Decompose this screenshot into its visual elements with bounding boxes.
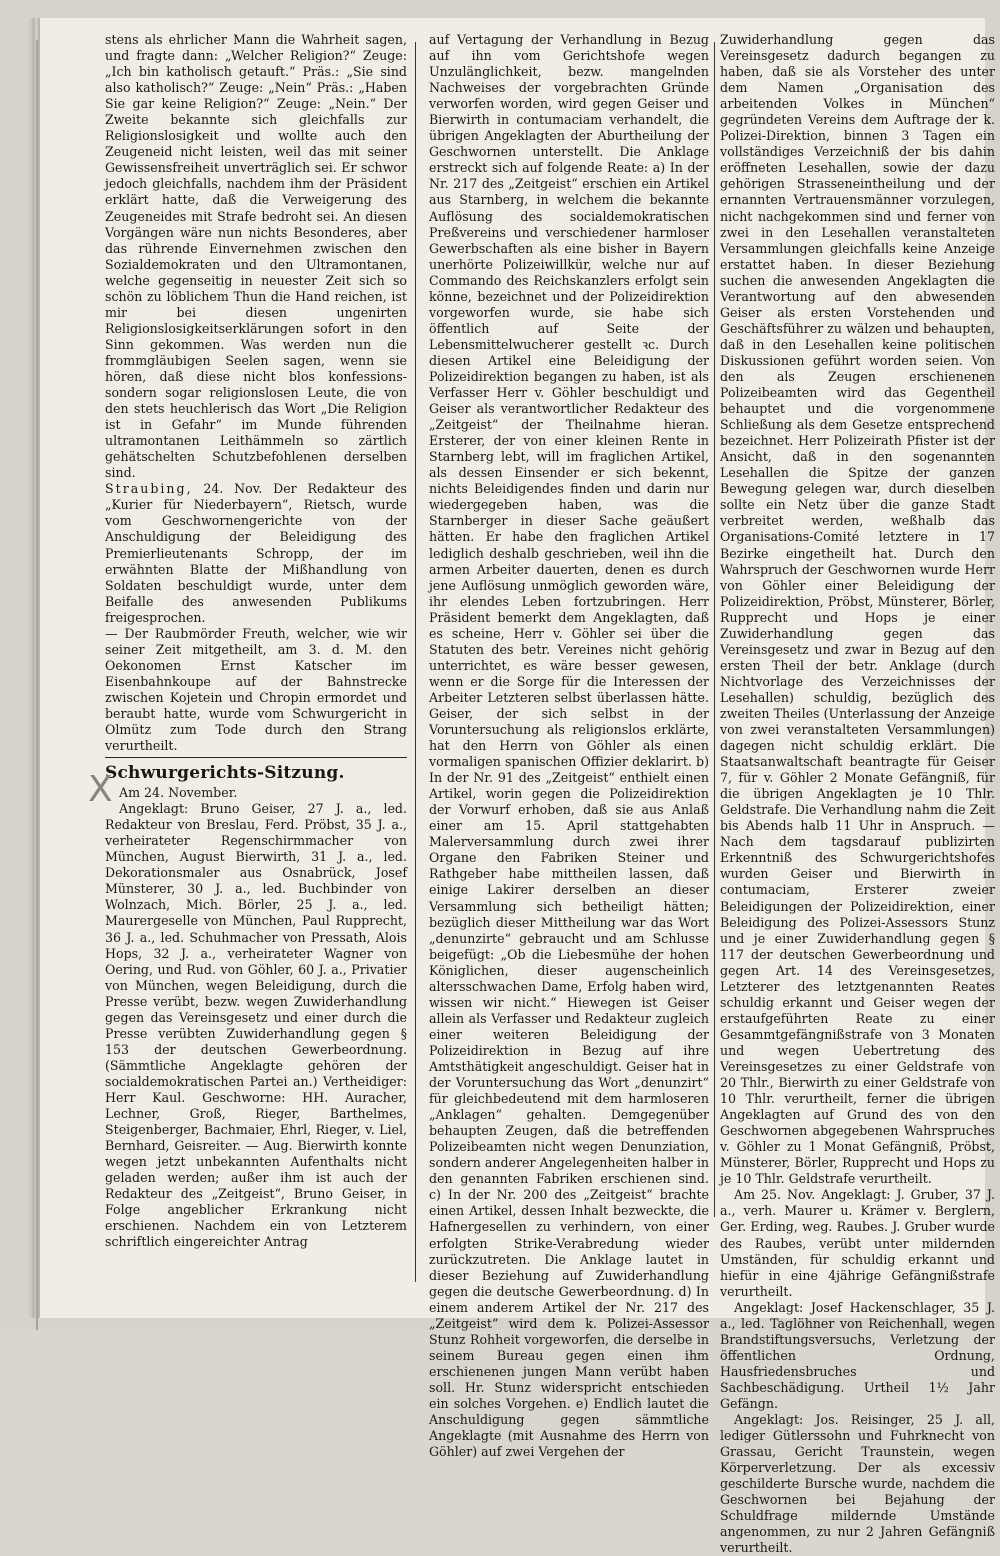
column-divider — [714, 42, 715, 1217]
section-rule — [105, 757, 407, 758]
column-1-paragraph-straubing — [105, 481, 407, 625]
column-2 — [429, 32, 709, 1460]
newspaper-page — [40, 18, 995, 1556]
column-1-paragraph: stens als ehrlicher Mann die Wahrheit sagen, und fragte dann: „Welcher Religion?“ Zeuge: „Ich bin katholisch getauft.“ Präs.: „Sie sind also katholisch?“ Zeuge: „Nein“ Präs.: „Haben Sie gar keine Religion?“ Zeuge: „Nein.“ Der Zweite bekannte sich gleichfalls zur Religionslosigkeit und wollte auch den Zeugeneid nicht leisten, weil das mit seiner Gewissensfreiheit unverträglich sei. Er schwor jedoch gleichfalls, nachdem ihm der Präsident erklärt hatte, daß die Verweigerung des Zeugeneides mit Strafe bedroht sei. An diesen Vorgängen wäre nun nichts Besonderes, aber das rührende Einvernehmen zwischen den Sozialdemokraten und den Ultramontanen, welche gegenseitig in neuester Zeit sich so schön zu löblichem Thun die Hand reichen, ist mir bei diesen ungenirten Religionslosigkeitserklärungen sofort in den Sinn gekommen. Was werden nun die frommgläubigen Seelen sagen, wenn sie hören, daß diese nicht blos konfessions- sondern sogar religionslosen Leute, die von den stets heuchlerisch das Wort „Die Religion ist in Gefahr“ im Munde führenden ultramontanen Leithämmeln so zärtlich gehätschelten Schutzbefohlenen derselben sind. — [105, 32, 407, 481]
dateline-place: Straubing, — [105, 481, 193, 497]
page-edge — [36, 40, 38, 1330]
column-3 — [720, 32, 995, 1556]
column-3-paragraph-hackenschlager: Angeklagt: Josef Hackenschlager, 35 J. a., led. Taglöhner von Reichenhall, wegen Brandstiftungsversuchs, Verletzung der öffentlichen Ordnung, Hausfriedensbruches und Sachbeschädigung. Urtheil 1½ Jahr Gefängn. — [720, 1299, 995, 1411]
column-3-paragraph-gruber: Am 25. Nov. Angeklagt: J. Gruber, 37 J. a., verh. Maurer u. Krämer v. Berglern, Ger. Erding, weg. Raubes. J. Gruber wurde des Raubes, verübt unter mildernden Umständen, für schuldig erkannt und hiefür in eine 4jährige Gefängnißstrafe verurtheilt. — [720, 1187, 995, 1299]
column-2-paragraph: auf Vertagung der Verhandlung in Bezug auf ihn vom Gerichtshofe wegen Unzulänglichkeit, bezw. mangelnden Nachweises der vorgebrachten Gründe verworfen worden, wird gegen Geiser und Bierwirth in contumaciam verhandelt, die übrigen Angeklagten der Aburtheilung der Geschwornen unterstellt. Die Anklage erstreckt sich auf folgende Reate: a) In der Nr. 217 des „Zeitgeist“ erschien ein Artikel aus Starnberg, in welchem die bekannte Auflösung des socialdemokratischen Preßvereins und verschiedener harmloser Gewerbschaften als eine bisher in Bayern unerhörte Polizeiwillkür, welche nur auf Commando des Reichskanzlers erfolgt sein könne, bezeichnet und der Polizeidirektion vorgeworfen wurde, sie habe sich öffentlich auf Seite der Lebensmittelwucherer gestellt ꝛc. Durch diesen Artikel eine Beleidigung der Polizeidirektion begangen zu haben, ist als Verfasser Herr v. Göhler beschuldigt und Geiser als verantwortlicher Redakteur des „Zeitgeist“ der Theilnahme hieran. Ersterer, der von einer kleinen Rente in Starnberg lebt, will im fraglichen Artikel, als dessen Einsender er sich bekennt, nichts Beleidigendes finden und darin nur wiedergegeben haben, was die Starnberger in dieser Sache geäußert hätten. Er habe den fraglichen Artikel lediglich deshalb geschrieben, weil ihn die armen Arbeiter dauerten, denen es durch jene Auflösung unmöglich geworden wäre, ihr elendes Leben fortzubringen. Herr Präsident bemerkt dem Angeklagten, daß es scheine, Herr v. Göhler sei über die Statuten des betr. Vereines nicht gehörig unterrichtet, es wäre besser gewesen, wenn er die Sorge für die Interessen der Arbeiter Letzteren selbst überlassen hätte. Geiser, der sich selbst in der Voruntersuchung als religionslos erklärte, hat den Herrn von Göhler als einen vormaligen spanischen Offizier deklarirt. b) In der Nr. 91 des „Zeitgeist“ enthielt einen Artikel, worin gegen die Polizeidirektion der Vorwurf erhoben, daß sie aus Anlaß einer am 15. April stattgehabten Malerversammlung durch zwei ihrer Organe den Fabriken Steiner und Rathgeber habe mittheilen lassen, daß einige Lakirer derselben an dieser Versammlung sich betheiligt hätten; bezüglich dieser Mittheilung war das Wort „denunzirte“ gebraucht und am Schlusse beigefügt: „Ob die Liebesmühe der hohen Königlichen, dieser augenscheinlich altersschwachen Dame, Erfolg haben wird, wissen wir nicht.“ Hiewegen ist Geiser allein als Verfasser und Redakteur zugleich einer weiteren Beleidigung der Polizeidirektion in Bezug auf ihre Amtsthätigkeit angeschuldigt. Geiser hat in der Voruntersuchung das Wort „denunzirt“ für gleichbedeutend mit dem harmloseren „Anklagen“ gehalten. Demgegenüber behaupten Zeugen, daß die betreffenden Polizeibeamten nicht wegen Denunziation, sondern anderer Angelegenheiten halber in den genannten Fabriken erschienen sind. c) In der Nr. 200 des „Zeitgeist“ brachte einen Artikel, dessen Inhalt bezweckte, die Hafnergesellen zu verhindern, von einer erfolgten Strike-Verabredung wieder zurückzutreten. Die Anklage lautet in dieser Beziehung auf Zuwiderhandlung gegen die deutsche Gewerbeordnung. d) In einem anderem Artikel der Nr. 217 des „Zeitgeist“ wird dem k. Polizei-Assessor Stunz Rohheit vorgeworfen, die derselbe in seinem Bureau gegen einen ihm erschienenen jungen Mann verübt haben soll. Hr. Stunz widerspricht entschieden ein solches Vorgehen. e) Endlich lautet die Anschuldigung gegen sämmtliche Angeklagte (mit Ausnahme des Herrn von Göhler) auf zwei Vergehen der — [429, 32, 709, 1460]
column-divider — [415, 42, 416, 1282]
column-1 — [105, 32, 407, 1292]
column-1-paragraph-angeklagt: Angeklagt: Bruno Geiser, 27 J. a., led. Redakteur von Breslau, Ferd. Pröbst, 35 J. a., verheirateter Regenschirmmacher von München, August Bierwirth, 31 J. a., led. Dekorationsmaler aus Osnabrück, Josef Münsterer, 30 J. a., led. Buchbinder von Wolnzach, Mich. Börler, 25 J. a., led. Maurergeselle von München, Paul Rupprecht, 36 J. a., led. Schuhmacher von Pressath, Alois Hops, 32 J. a., verheirateter Wagner von Oering, und Rud. von Göhler, 60 J. a., Privatier von München, wegen Beleidigung, durch die Presse verübt, bezw. wegen Zuwiderhandlung gegen das Vereinsgesetz und einer durch die Presse verübten Zuwiderhandlung gegen § 153 der deutschen Gewerbeordnung. (Sämmtliche Angeklagte gehören der socialdemokratischen Partei an.) Vertheidiger: Herr Kaul. Geschworne: HH. Auracher, Lechner, Groß, Rieger, Barthelmes, Steigenberger, Bachmaier, Ehrl, Rieger, v. Liel, Bernhard, Geisreiter. — Aug. Bierwirth konnte wegen jetzt unbekannten Aufenthalts nicht geladen werden; außer ihm ist auch der Redakteur des „Zeitgeist“, Bruno Geiser, in Folge angeblicher Erkrankung nicht erschienen. Nachdem ein von Letzterem schriftlich eingereichter Antrag — [105, 801, 407, 1250]
dateline-text: 24. Nov. Der Redakteur des „Kurier für Niederbayern“, Rietsch, wurde vom Geschwornengerichte von der Anschuldigung der Beleidigung des Premierlieutenants Schropp, der im erwähnten Blatte der Mißhandlung von Soldaten beschuldigt wurde, unter dem Beifalle des anwesenden Publikums freigesprochen. — [105, 481, 407, 625]
pencil-cross-mark: X — [88, 769, 113, 810]
section-date: Am 24. November. — [119, 785, 238, 801]
column-1-paragraph-freuth: — Der Raubmörder Freuth, welcher, wie wir seiner Zeit mitgetheilt, am 3. d. M. den Oekonomen Ernst Katscher im Eisenbahnkoupe auf der Bahnstrecke zwischen Kojetein und Chropin ermordet und beraubt hatte, wurde vom Schwurgericht in Olmütz zum Tode durch den Strang verurtheilt. — [105, 625, 407, 754]
section-heading: Schwurgerichts-Sitzung. — [105, 763, 345, 784]
column-3-paragraph: Zuwiderhandlung gegen das Vereinsgesetz dadurch begangen zu haben, daß sie als Vorsteher des unter dem Namen „Organisation des arbeitenden Volkes in München“ gegründeten Vereins dem Auftrage der k. Polizei-Direktion, binnen 3 Tagen ein vollständiges Verzeichniß der bis dahin eröffneten Lesehallen, sowie der dazu gehörigen Strasseneintheilung und der ernannten Vertrauensmänner vorzulegen, nicht nachgekommen sind und ferner von zwei in den Lesehallen veranstalteten Versammlungen gleichfalls keine Anzeige erstattet haben. In dieser Beziehung suchen die anwesenden Angeklagten die Verantwortung auf den abwesenden Geiser als ersten Vorstehenden und Geschäftsführer zu wälzen und behaupten, daß in den Lesehallen keine politischen Diskussionen geführt worden seien. Von den als Zeugen erschienenen Polizeibeamten wird das Gegentheil behauptet und die vorgenommene Schließung als dem Gesetze entsprechend bezeichnet. Herr Polizeirath Pfister ist der Ansicht, daß in den sogenannten Lesehallen die Spitze der ganzen Bewegung gelegen war, durch dieselben sollte ein Netz über die ganze Stadt verbreitet werden, weßhalb das Organisations-Comité letztere in 17 Bezirke eingetheilt hat. Durch den Wahrspruch der Geschwornen wurde Herr von Göhler einer Beleidigung der Polizeidirektion, Pröbst, Münsterer, Börler, Rupprecht und Hops je einer Zuwiderhandlung gegen das Vereinsgesetz und zwar in Bezug auf den ersten Theil der betr. Anklage (durch Nichtvorlage des Verzeichnisses der Lesehallen) schuldig, bezüglich des zweiten Theiles (Unterlassung der Anzeige von zwei veranstalteten Versammlungen) dagegen nicht schuldig erklärt. Die Staatsanwaltschaft beantragte für Geiser 7, für v. Göhler 2 Monate Gefängniß, für die übrigen Angeklagten je 10 Thlr. Geldstrafe. Die Verhandlung nahm die Zeit bis Abends halb 11 Uhr in Anspruch. — Nach dem tagsdarauf publizirten Erkenntniß des Schwurgerichtshofes wurden Geiser und Bierwirth in contumaciam, Ersterer zweier Beleidigungen der Polizeidirektion, einer Beleidigung des Polizei-Assessors Stunz und je einer Zuwiderhandlung gegen § 117 der deutschen Gewerbeordnung und gegen Art. 14 des Vereinsgesetzes, Letzterer des letztgenannten Reates schuldig erkannt und Geiser wegen der erstaufgeführten Reate zu einer Gesammtgefängnißstrafe von 3 Monaten und wegen Uebertretung des Vereinsgesetzes zu einer Geldstrafe von 20 Thlr., Bierwirth zu einer Geldstrafe von 10 Thlr. verurtheilt, ferner die übrigen Angeklagten auf Grund des von den Geschwornen abgegebenen Wahrspruches v. Göhler zu 1 Monat Gefängniß, Pröbst, Münsterer, Börler, Rupprecht und Hops zu je 10 Thlr. Geldstrafe verurtheilt. — [720, 32, 995, 1187]
column-3-paragraph-reisinger: Angeklagt: Jos. Reisinger, 25 J. all, lediger Gütlerssohn und Fuhrknecht von Grassau, Gericht Traunstein, wegen Körperverletzung. Der als excessiv geschilderte Bursche wurde, nachdem die Geschwornen bei Bejahung der Schuldfrage mildernde Umstände angenommen, zu nur 2 Jahren Gefängniß verurtheilt. — [720, 1412, 995, 1556]
